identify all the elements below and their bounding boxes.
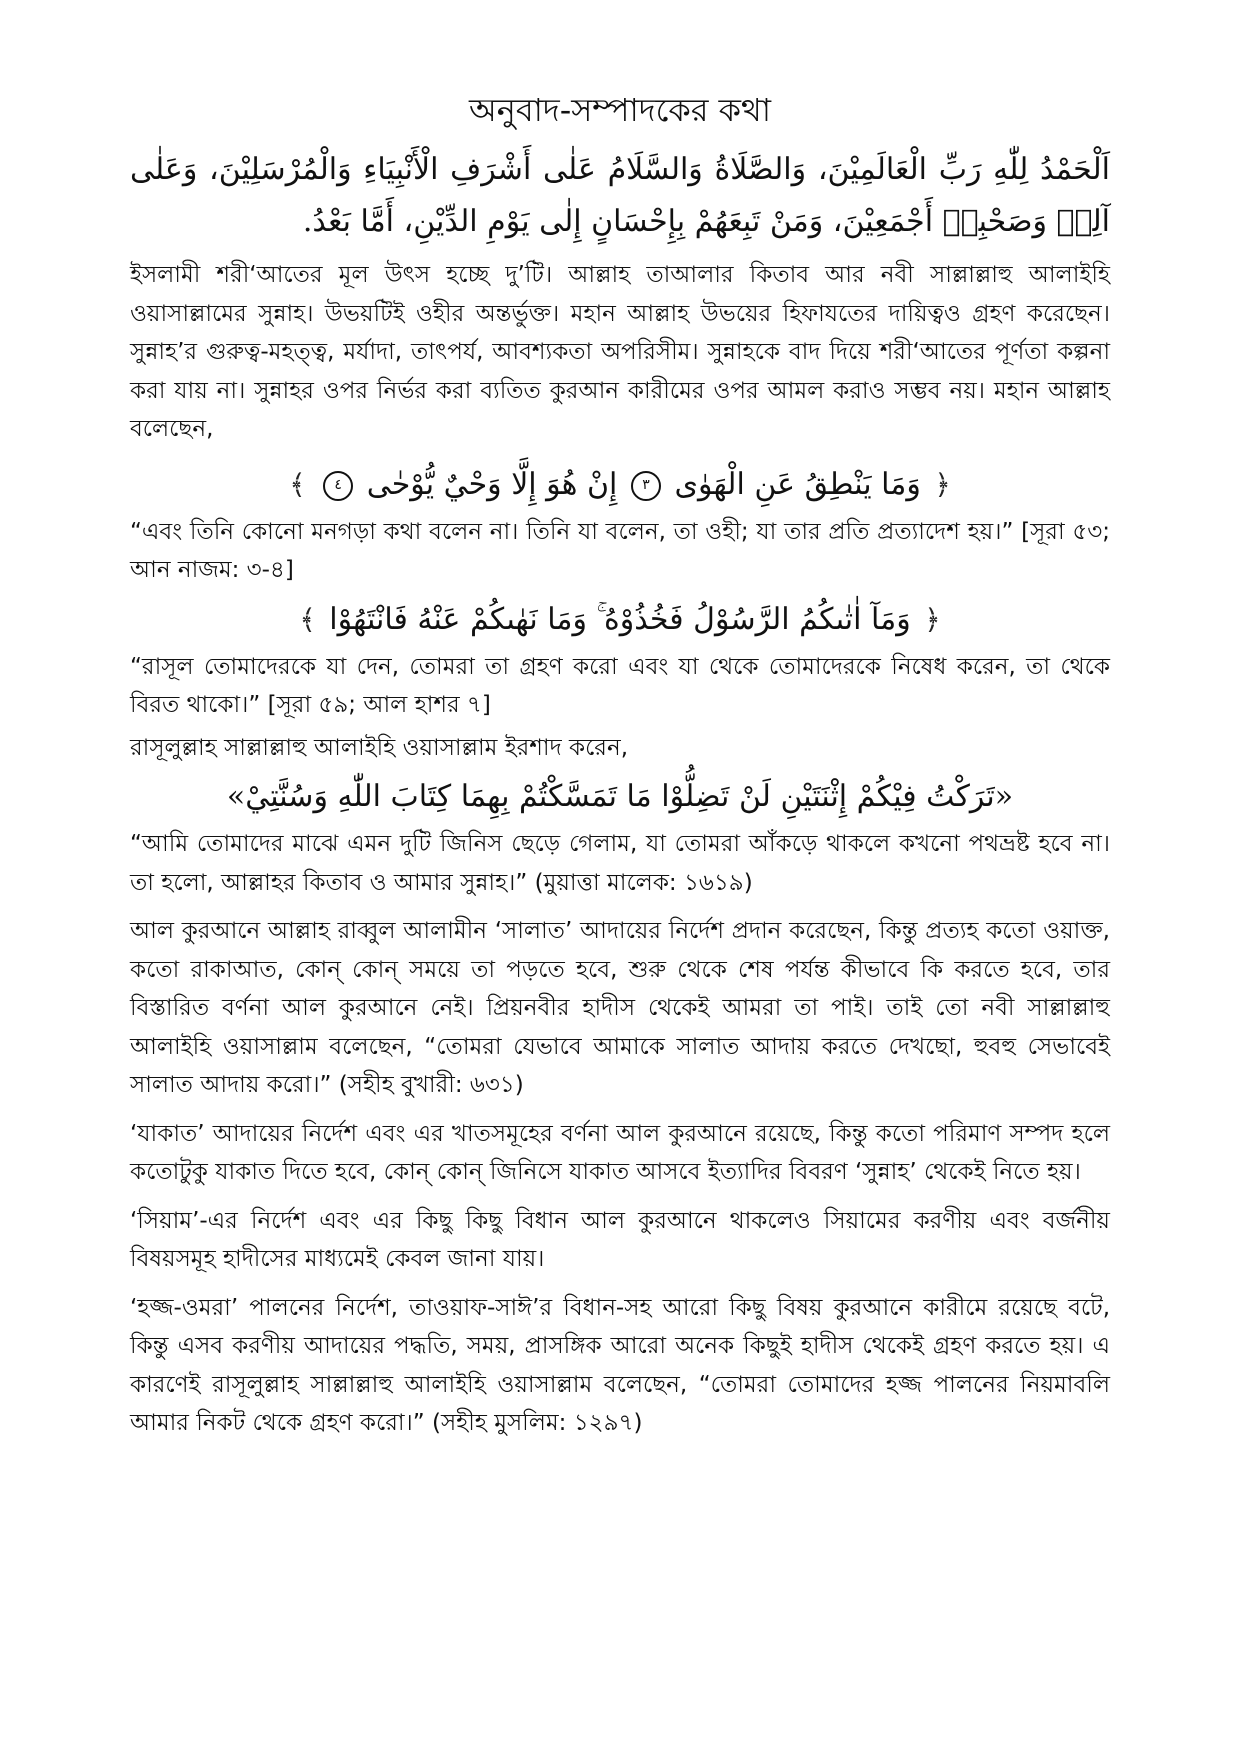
paragraph-sources-of-shariah: ইসলামী শরী‘আতের মূল উৎস হচ্ছে দু’টি। আল্লাহ তাআলার কিতাব আর নবী সাল্লাল্লাহু আলাইহি ওয়াসাল্লামের সুন্নাহ। উভয়টিই ওহীর অন্তর্ভুক্ত। মহান আল্লাহ উভয়ের হিফাযতের দায়িত্বও গ্রহণ করেছেন। সুন্নাহ’র গুরুত্ব-মহত্ত্ব, মর্যাদা, তাৎপর্য, আবশ্যকতা অপরিসীম। সুন্নাহকে বাদ দিয়ে শরী‘আতের পূর্ণতা কল্পনা করা যায় না। সুন্নাহর ওপর নির্ভর করা ব্যতিত কুরআন কারীমের ওপর আমল করাও সম্ভব নয়। মহান আল্লাহ বলেছেন, (130, 262, 1110, 442)
paragraph-hajj: ‘হজ্জ-ওমরা’ পালনের নির্দেশ, তাওয়াফ-সাঈ’র বিধান-সহ আরো কিছু বিষয় কুরআনে কারীমে রয়েছে বটে, কিন্তু এসব করণীয় আদায়ের পদ্ধতি, সময়, প্রাসঙ্গিক আরো অনেক কিছুই হাদীস থেকেই গ্রহণ করতে হয়। এ কারণেই রাসূলুল্লাহ সাল্লাল্লাহু আলাইহি ওয়াসাল্লাম বলেছেন, “তোমরা তোমাদের হজ্জ পালনের নিয়মাবলি আমার নিকট থেকে গ্রহণ করো।” (সহীহ মুসলিম: ১২৯৭) (130, 1294, 1110, 1436)
quran-verse-al-hashr (130, 594, 1110, 646)
verse-text-part-b: إِنْ هُوَ إِلَّا وَحْيٌ يُّوْحٰى (366, 466, 618, 502)
document-page (130, 80, 1110, 1453)
hadith-introduction: রাসূলুল্লাহ সাল্লাল্লাহু আলাইহি ওয়াসাল্লাম ইরশাদ করেন, (130, 734, 629, 761)
paragraph-siyam: ‘সিয়াম’-এর নির্দেশ এবং এর কিছু কিছু বিধান আল কুরআনে থাকলেও সিয়ামের করণীয় এবং বর্জনীয় বিষয়সমূহ হাদীসের মাধ্যমেই কেবল জানা যায়। (130, 1207, 1110, 1272)
page-title: অনুবাদ-সম্পাদকের কথা (469, 91, 771, 129)
ayah-number-marker-icon: ٣ (631, 471, 661, 501)
ornate-open-bracket: ﴿ (934, 467, 951, 501)
hadith-translation: “আমি তোমাদের মাঝে এমন দুটি জিনিস ছেড়ে গেলাম, যা তোমরা আঁকড়ে থাকলে কখনো পথভ্রষ্ট হবে না। তা হলো, আল্লাহর কিতাব ও আমার সুন্নাহ।” (মুয়াত্তা মালেক: ১৬১৯) (130, 831, 1110, 896)
ornate-open-bracket: ﴿ (924, 602, 941, 636)
translation-an-najm: “এবং তিনি কোনো মনগড়া কথা বলেন না। তিনি যা বলেন, তা ওহী; যা তার প্রতি প্রত্যাদেশ হয়।” [সূরা ৫৩; আন নাজম: ৩-৪] (130, 518, 1110, 583)
verse-text: وَمَآ اٰتٰىكُمُ الرَّسُوْلُ فَخُذُوْهُ ۚ وَمَا نَهٰىكُمْ عَنْهُ فَانْتَهُوْا (329, 601, 911, 637)
hadith-arabic-text: «تَرَكْتُ فِيْكُمْ إِثْنَتَيْنِ لَنْ تَضِلُّوْا مَا تَمَسَّكْتُمْ بِهِمَا كِتَابَ اللّٰهِ وَسُنَّتِيْ» (226, 779, 1014, 814)
paragraph-zakat: ‘যাকাত’ আদায়ের নির্দেশ এবং এর খাতসমূহের বর্ণনা আল কুরআনে রয়েছে, কিন্তু কতো পরিমাণ সম্পদ হলে কতোটুকু যাকাত দিতে হবে, কোন্ কোন্ জিনিসে যাকাত আসবে ইত্যাদির বিবরণ ‘সুন্নাহ’ থেকেই নিতে হয়। (130, 1120, 1110, 1185)
ornate-close-bracket: ﴾ (299, 602, 316, 636)
ayah-number-marker-icon: ٤ (323, 471, 353, 501)
translation-al-hashr: “রাসূল তোমাদেরকে যা দেন, তোমরা তা গ্রহণ করো এবং যা থেকে তোমাদেরকে নিষেধ করেন, তা থেকে বিরত থাকো।” [সূরা ৫৯; আল হাশর ৭] (130, 653, 1110, 718)
paragraph-salat: আল কুরআনে আল্লাহ রাব্বুল আলামীন ‘সালাত’ আদায়ের নির্দেশ প্রদান করেছেন, কিন্তু প্রত্যহ কতো ওয়াক্ত, কতো রাকাআত, কোন্ কোন্ সময়ে তা পড়তে হবে, শুরু থেকে শেষ পর্যন্ত কীভাবে কি করতে হবে, তার বিস্তারিত বর্ণনা আল কুরআনে নেই। প্রিয়নবীর হাদীস থেকেই আমরা তা পাই। তাই তো নবী সাল্লাল্লাহু আলাইহি ওয়াসাল্লাম বলেছেন, “তোমরা যেভাবে আমাকে সালাত আদায় করতে দেখছো, হুবহু সেভাবেই সালাত আদায় করো।” (সহীহ বুখারী: ৬৩১) (130, 918, 1110, 1098)
arabic-opening-invocation: اَلْحَمْدُ لِلّٰهِ رَبِّ الْعَالَمِيْنَ، وَالصَّلَاةُ وَالسَّلَامُ عَلٰى أَشْرَفِ الْأَنْبِيَاءِ وَالْمُرْسَلِيْنَ، وَعَلٰى آلِهٖ وَصَحْبِهٖ أَجْمَعِيْنَ، وَمَنْ تَبِعَهُمْ بِإِحْسَانٍ إِلٰى يَوْمِ الدِّيْنِ، أَمَّا بَعْدُ. (130, 152, 1110, 239)
ornate-close-bracket: ﴾ (289, 467, 306, 501)
quran-verse-an-najm (130, 459, 1110, 511)
verse-text-part-a: وَمَا يَنْطِقُ عَنِ الْهَوٰى (674, 466, 921, 502)
